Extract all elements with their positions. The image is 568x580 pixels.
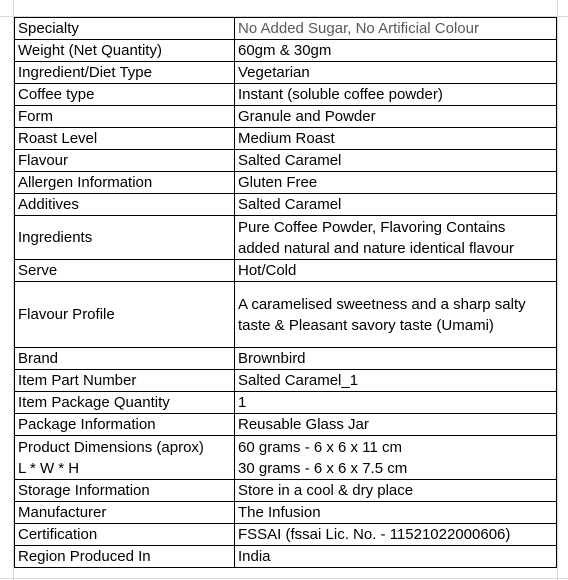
table-row <box>15 172 557 194</box>
cell-value[interactable]: FSSAI (fssai Lic. No. - 11521022000606) <box>235 524 557 546</box>
cell-value-line: taste & Pleasant savory taste (Umami) <box>238 316 494 334</box>
table-row <box>15 40 557 62</box>
cell-value[interactable]: Salted Caramel <box>235 150 557 172</box>
cell-label-line: Product Dimensions (aprox) <box>18 438 204 456</box>
table-row <box>15 84 557 106</box>
cell-label[interactable]: Flavour Profile <box>15 282 235 348</box>
table-row <box>15 106 557 128</box>
table-row <box>15 546 557 568</box>
cell-label[interactable]: Allergen Information <box>15 172 235 194</box>
cell-value[interactable]: Medium Roast <box>235 128 557 150</box>
table-row <box>15 216 557 260</box>
cell-value[interactable]: Granule and Powder <box>235 106 557 128</box>
cell-label[interactable]: Specialty <box>15 18 235 40</box>
cell-value[interactable]: 1 <box>235 392 557 414</box>
cell-value[interactable]: No Added Sugar, No Artificial Colour <box>235 18 557 40</box>
cell-value[interactable]: India <box>235 546 557 568</box>
cell-value[interactable] <box>235 436 557 480</box>
cell-value[interactable]: Store in a cool & dry place <box>235 480 557 502</box>
cell-value[interactable]: Salted Caramel <box>235 194 557 216</box>
cell-label[interactable]: Item Package Quantity <box>15 392 235 414</box>
cell-label[interactable]: Ingredients <box>15 216 235 260</box>
cell-label[interactable]: Region Produced In <box>15 546 235 568</box>
table-row <box>15 128 557 150</box>
cell-label[interactable]: Roast Level <box>15 128 235 150</box>
cell-label[interactable]: Storage Information <box>15 480 235 502</box>
cell-value[interactable]: Vegetarian <box>235 62 557 84</box>
table-row <box>15 62 557 84</box>
table-row <box>15 502 557 524</box>
cell-value[interactable]: Reusable Glass Jar <box>235 414 557 436</box>
cell-value[interactable]: 60gm & 30gm <box>235 40 557 62</box>
cell-label[interactable]: Coffee type <box>15 84 235 106</box>
table-row <box>15 260 557 282</box>
cell-label[interactable]: Brand <box>15 348 235 370</box>
cell-label[interactable]: Manufacturer <box>15 502 235 524</box>
table-row <box>15 282 557 348</box>
table-row <box>15 524 557 546</box>
cell-label[interactable]: Item Part Number <box>15 370 235 392</box>
table-row <box>15 370 557 392</box>
cell-value[interactable]: Hot/Cold <box>235 260 557 282</box>
cell-label[interactable] <box>15 436 235 480</box>
cell-label[interactable]: Flavour <box>15 150 235 172</box>
table-row <box>15 480 557 502</box>
cell-label[interactable]: Package Information <box>15 414 235 436</box>
cell-value[interactable] <box>235 216 557 260</box>
cell-label[interactable]: Ingredient/Diet Type <box>15 62 235 84</box>
cell-value[interactable]: The Infusion <box>235 502 557 524</box>
cell-value[interactable]: Gluten Free <box>235 172 557 194</box>
cell-value[interactable]: Salted Caramel_1 <box>235 370 557 392</box>
cell-value-line: Pure Coffee Powder, Flavoring Contains <box>238 218 506 236</box>
cell-label[interactable]: Certification <box>15 524 235 546</box>
table-row <box>15 150 557 172</box>
cell-label-line: L * W * H <box>18 459 80 477</box>
table-row <box>15 348 557 370</box>
cell-label[interactable]: Form <box>15 106 235 128</box>
table-row <box>15 436 557 480</box>
cell-value-line: 30 grams - 6 x 6 x 7.5 cm <box>238 459 408 477</box>
gridline <box>557 0 558 580</box>
cell-value[interactable]: Brownbird <box>235 348 557 370</box>
gridline <box>0 578 568 579</box>
table-row <box>15 194 557 216</box>
cell-label[interactable]: Serve <box>15 260 235 282</box>
table-row <box>15 18 557 40</box>
table-row <box>15 414 557 436</box>
cell-value[interactable] <box>235 282 557 348</box>
cell-value-line: added natural and nature identical flavour <box>238 239 515 257</box>
product-spec-table <box>14 17 557 568</box>
cell-value-line: 60 grams - 6 x 6 x 11 cm <box>238 438 402 456</box>
table-row <box>15 392 557 414</box>
cell-value[interactable]: Instant (soluble coffee powder) <box>235 84 557 106</box>
cell-value-line: A caramelised sweetness and a sharp salty <box>238 295 526 313</box>
cell-label[interactable]: Additives <box>15 194 235 216</box>
cell-label[interactable]: Weight (Net Quantity) <box>15 40 235 62</box>
